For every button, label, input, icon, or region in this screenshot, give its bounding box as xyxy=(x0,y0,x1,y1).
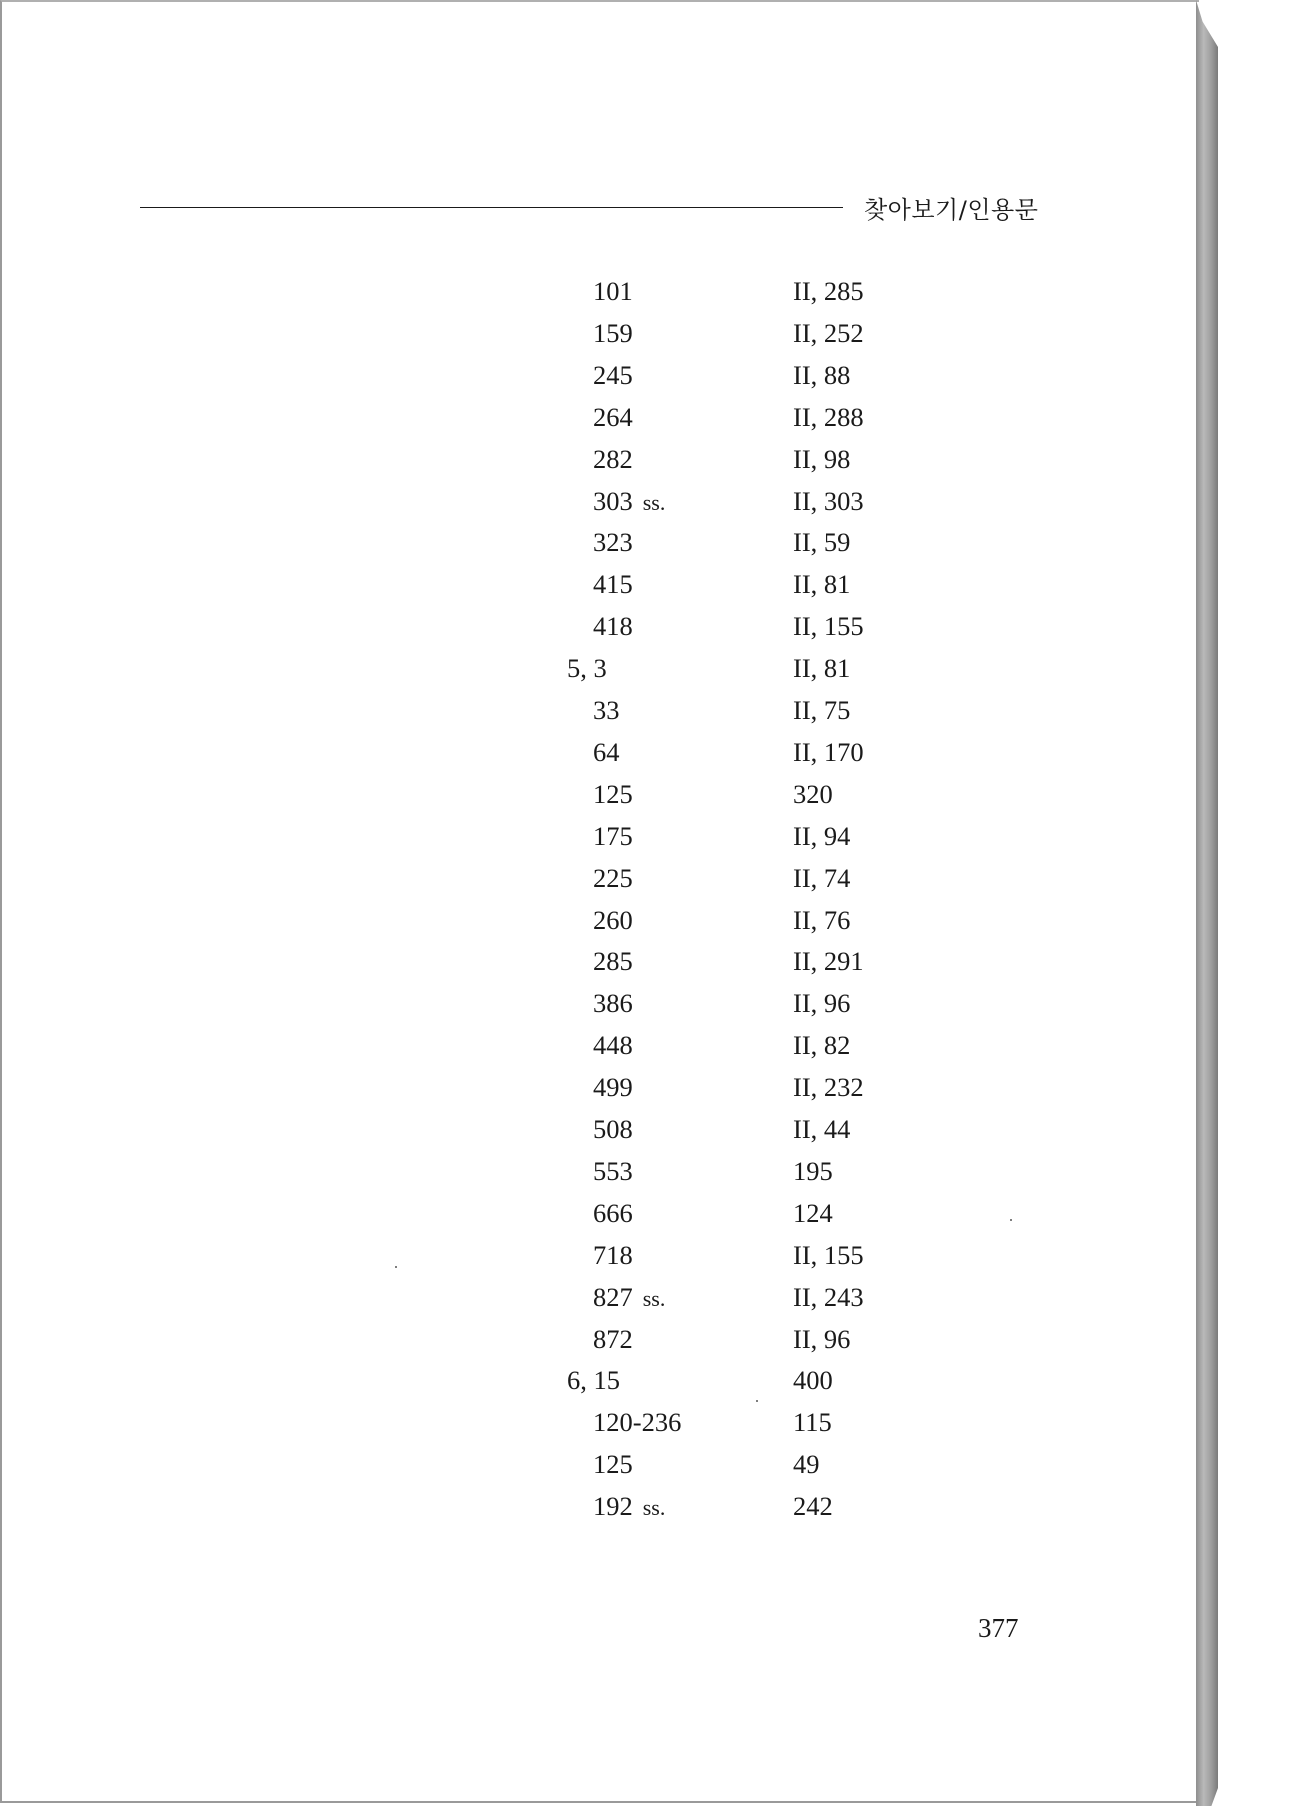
index-ref xyxy=(593,948,633,975)
index-ref-number: 264 xyxy=(593,402,633,432)
index-ref xyxy=(593,362,633,389)
page-number: 377 xyxy=(978,1613,1019,1643)
index-ref-number: 225 xyxy=(593,863,633,893)
index-ref xyxy=(593,990,633,1017)
index-ref xyxy=(593,865,633,892)
index-ref xyxy=(593,278,633,305)
index-citation: II, 94 xyxy=(793,821,851,851)
index-ref-number: 282 xyxy=(593,444,633,474)
index-ref-number: 827 xyxy=(593,1282,633,1312)
index-ref-number: 245 xyxy=(593,360,633,390)
index-ref-number: 125 xyxy=(593,1449,633,1479)
index-ref-number: 175 xyxy=(593,821,633,851)
index-citation: II, 76 xyxy=(793,905,851,935)
index-ref xyxy=(593,1158,633,1185)
scan-speck xyxy=(1010,1219,1012,1221)
index-citation: II, 96 xyxy=(793,1324,851,1354)
index-ref-number: 192 xyxy=(593,1491,633,1521)
index-ref xyxy=(593,697,620,724)
index-ref xyxy=(593,1409,681,1436)
index-ref-suffix: ss. xyxy=(642,1286,666,1311)
index-ref xyxy=(593,404,633,431)
index-ref xyxy=(593,1074,633,1101)
index-citation: II, 285 xyxy=(793,276,864,306)
index-ref xyxy=(593,1242,633,1269)
index-citation: II, 288 xyxy=(793,402,864,432)
index-citation: II, 98 xyxy=(793,444,851,474)
index-citation: II, 44 xyxy=(793,1114,851,1144)
index-citation: 320 xyxy=(793,779,833,809)
index-citation: II, 81 xyxy=(793,569,851,599)
index-ref-number: 553 xyxy=(593,1156,633,1186)
index-ref-suffix: ss. xyxy=(642,1495,666,1520)
index-ref xyxy=(593,571,633,598)
index-ref-number: 260 xyxy=(593,905,633,935)
index-ref-suffix: ss. xyxy=(642,490,666,515)
index-ref xyxy=(593,446,633,473)
index-ref-number: 285 xyxy=(593,946,633,976)
index-citation: II, 96 xyxy=(793,988,851,1018)
index-citation: II, 155 xyxy=(793,1240,864,1270)
scan-speck xyxy=(756,1400,758,1402)
index-citation: 195 xyxy=(793,1156,833,1186)
index-ref xyxy=(567,1367,620,1394)
index-ref xyxy=(593,1032,633,1059)
index-citation: II, 155 xyxy=(793,611,864,641)
index-ref-number: 499 xyxy=(593,1072,633,1102)
index-ref xyxy=(593,613,633,640)
index-ref xyxy=(593,488,665,515)
index-ref xyxy=(593,739,620,766)
index-ref xyxy=(593,1451,633,1478)
index-citation: 242 xyxy=(793,1491,833,1521)
index-ref-number: 448 xyxy=(593,1030,633,1060)
index-ref xyxy=(593,781,633,808)
index-ref-number: 508 xyxy=(593,1114,633,1144)
index-citation: II, 59 xyxy=(793,527,851,557)
index-ref-number: 33 xyxy=(593,695,620,725)
index-ref-number: 415 xyxy=(593,569,633,599)
index-citation: II, 232 xyxy=(793,1072,864,1102)
index-ref xyxy=(593,907,633,934)
index-citation: II, 170 xyxy=(793,737,864,767)
index-citation: II, 243 xyxy=(793,1282,864,1312)
index-ref xyxy=(593,1284,665,1311)
index-ref xyxy=(593,1116,633,1143)
index-citation: II, 88 xyxy=(793,360,851,390)
index-citation: II, 252 xyxy=(793,318,864,348)
index-ref-number: 303 xyxy=(593,486,633,516)
running-head: 찾아보기/인용문 xyxy=(864,196,1039,224)
index-citation: II, 291 xyxy=(793,946,864,976)
index-citation: II, 81 xyxy=(793,653,851,683)
scan-speck xyxy=(395,1266,397,1268)
index-ref-number: 159 xyxy=(593,318,633,348)
index-citation: 49 xyxy=(793,1449,820,1479)
index-ref-number: 872 xyxy=(593,1324,633,1354)
index-ref xyxy=(593,1493,665,1520)
index-ref-number: 418 xyxy=(593,611,633,641)
index-citation: 115 xyxy=(793,1407,832,1437)
index-ref xyxy=(593,823,633,850)
index-citation: II, 82 xyxy=(793,1030,851,1060)
index-ref xyxy=(593,529,633,556)
index-ref-number: 5, 3 xyxy=(567,653,607,683)
index-citation: II, 74 xyxy=(793,863,851,893)
index-ref xyxy=(593,1326,633,1353)
index-ref xyxy=(593,1200,633,1227)
index-citation: 124 xyxy=(793,1198,833,1228)
index-ref-number: 718 xyxy=(593,1240,633,1270)
index-ref-number: 386 xyxy=(593,988,633,1018)
index-ref-number: 101 xyxy=(593,276,633,306)
index-ref-number: 666 xyxy=(593,1198,633,1228)
index-ref-number: 120-236 xyxy=(593,1407,682,1437)
index-ref xyxy=(567,655,607,682)
index-ref-number: 125 xyxy=(593,779,633,809)
index-ref-number: 64 xyxy=(593,737,620,767)
index-ref-number: 6, 15 xyxy=(567,1365,620,1395)
index-ref-number: 323 xyxy=(593,527,633,557)
index-citation: II, 75 xyxy=(793,695,851,725)
index-ref xyxy=(593,320,633,347)
index-citation: II, 303 xyxy=(793,486,864,516)
index-citation: 400 xyxy=(793,1365,833,1395)
